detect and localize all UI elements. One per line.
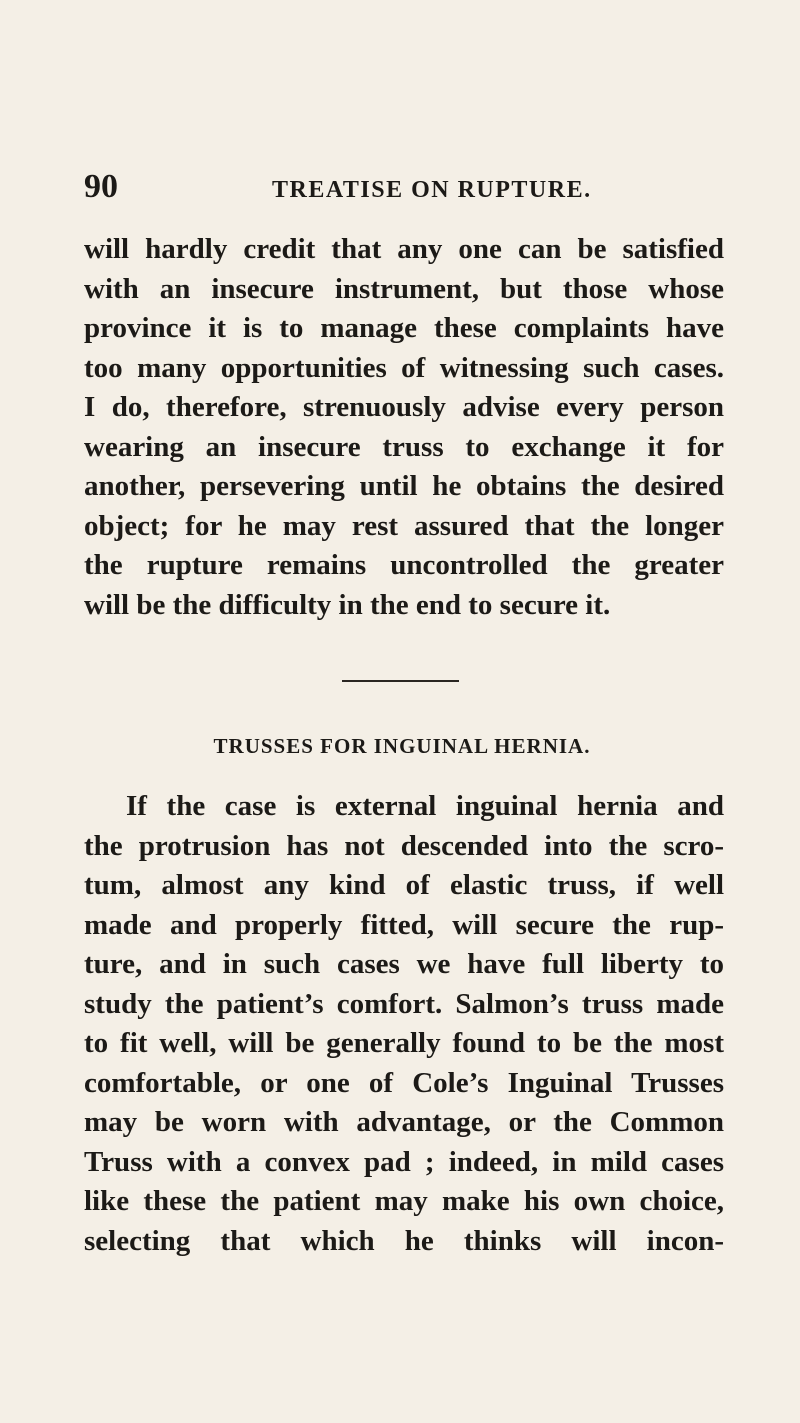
text-line: may be worn with advantage, or the Common — [84, 1106, 724, 1138]
running-title: TREATISE ON RUPTURE. — [272, 177, 592, 203]
text-line: selecting that which he thinks will incon- — [84, 1224, 724, 1257]
page-number: 90 — [84, 168, 118, 205]
text-line: ture, and in such cases we have full liberty to — [84, 948, 724, 980]
text-line: the rupture remains uncontrolled the greater — [84, 549, 724, 581]
text-line: wearing an insecure truss to exchange it for — [84, 430, 724, 463]
section-heading: TRUSSES FOR INGUINAL HERNIA. — [213, 734, 591, 758]
text-line: to fit well, will be generally found to be the most — [84, 1027, 724, 1059]
text-line: will hardly credit that any one can be satisfied — [84, 233, 724, 265]
text-line: too many opportunities of witnessing such cases. — [84, 351, 724, 384]
text-line: the protrusion has not descended into the scro- — [84, 829, 724, 862]
text-line: made and properly fitted, will secure the rup- — [84, 908, 724, 941]
text-line: comfortable, or one of Cole’s Inguinal Trusses — [84, 1066, 724, 1099]
text-line: like these the patient may make his own choice, — [84, 1185, 724, 1217]
text-line: If the case is external inguinal hernia and — [126, 790, 724, 822]
text-line: another, persevering until he obtains the desired — [84, 470, 724, 502]
text-line: will be the difficulty in the end to secure it. — [84, 588, 611, 621]
text-line: tum, almost any kind of elastic truss, if well — [84, 869, 724, 901]
section-divider — [342, 680, 459, 682]
text-line: Truss with a convex pad ; indeed, in mild cases — [84, 1145, 724, 1178]
paragraph-2 — [84, 787, 724, 1261]
running-head — [84, 170, 724, 210]
text-line: object; for he may rest assured that the longer — [84, 509, 724, 542]
text-line: province it is to manage these complaints have — [84, 312, 724, 344]
text-line: with an insecure instrument, but those whose — [84, 272, 724, 305]
text-line: study the patient’s comfort. Salmon’s truss made — [84, 987, 724, 1020]
paragraph-1 — [84, 230, 724, 625]
text-line: I do, therefore, strenuously advise every person — [84, 391, 724, 423]
